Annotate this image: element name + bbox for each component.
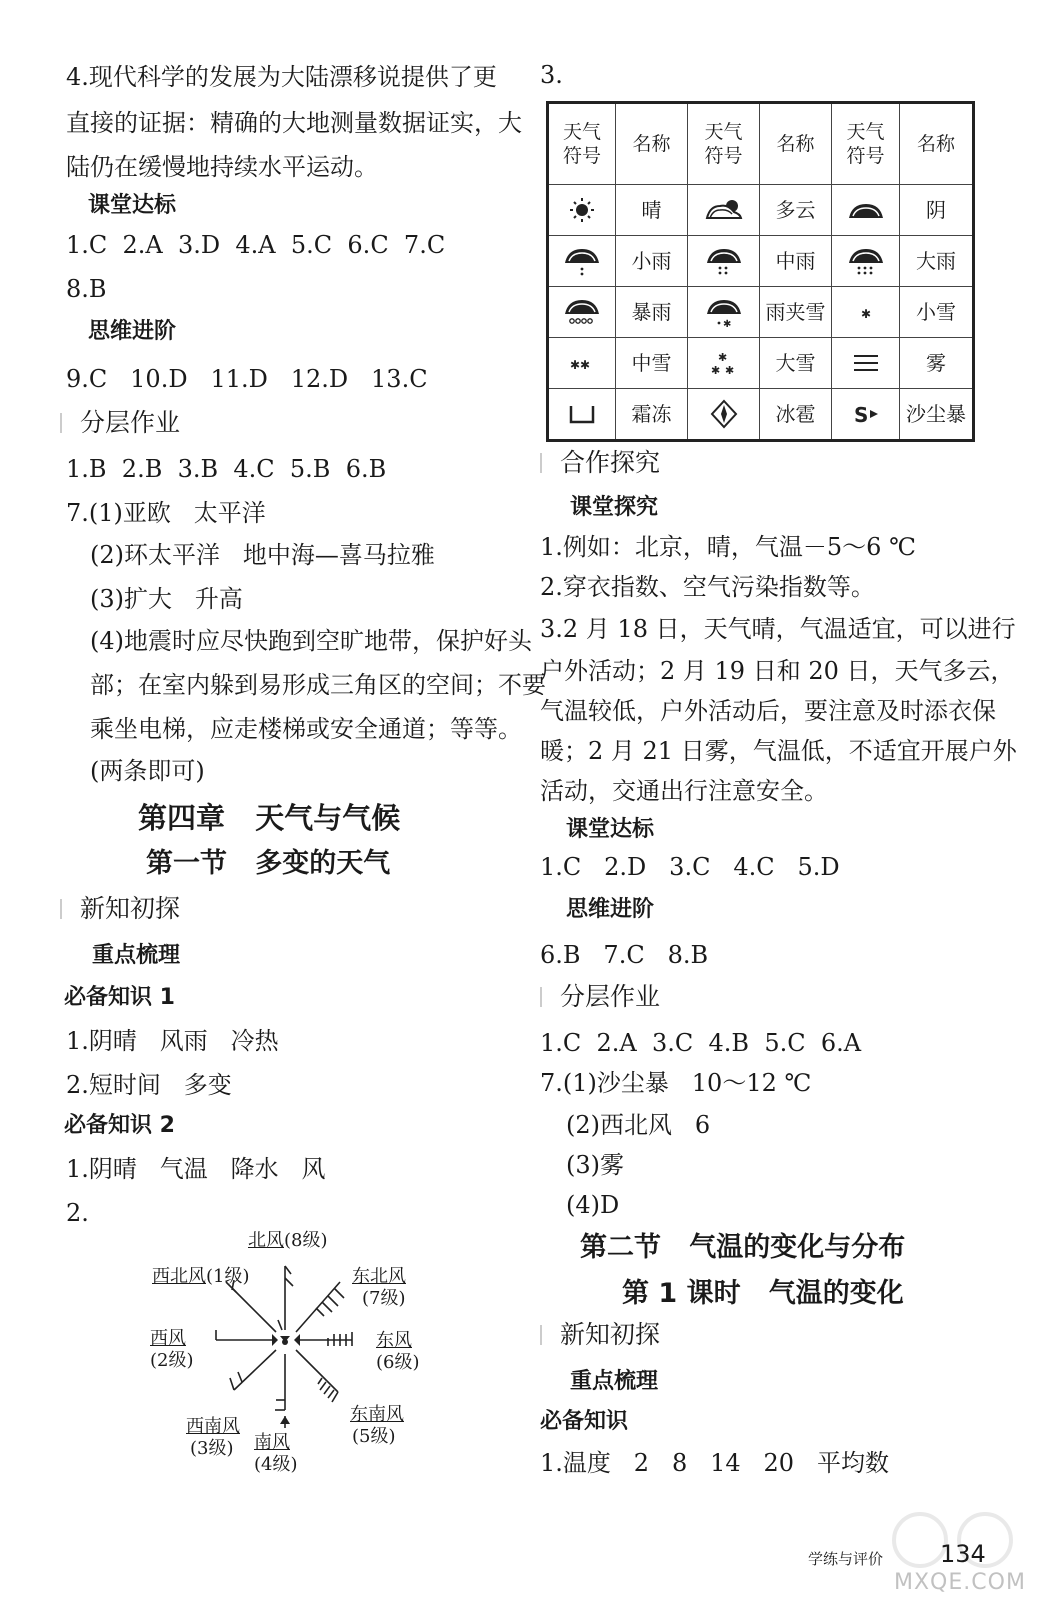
symbol-cell [548, 287, 616, 338]
table-row [548, 287, 974, 338]
weather-symbol-table [546, 101, 975, 442]
symbol-cell [548, 338, 616, 389]
hezuo-tanjiu-heading [540, 448, 660, 478]
chapter-title: 第四章 天气与气候 [138, 801, 401, 835]
zhongdian-shuli-heading-right: 重点梳理 [570, 1369, 659, 1394]
weather-name-cell: 多云 [760, 185, 832, 236]
wind-label-south [254, 1432, 298, 1476]
heavy-rain-icon [846, 243, 886, 279]
light-rain-icon [562, 243, 602, 279]
bibei-1-answer-2: 2.短时间 多变 [66, 1071, 232, 1099]
svg-text:S: S [853, 403, 868, 427]
fenceng-zuoye-heading-right [540, 982, 660, 1012]
q7-part-3: (3)扩大 升高 [90, 585, 243, 613]
header-name: 名称 [900, 103, 974, 185]
wind-label-northeast [352, 1266, 406, 1310]
wind-northeast-level: (7级) [362, 1288, 406, 1309]
q7-part-4-line-2: 部；在室内躲到易形成三角区的空间；不要 [90, 671, 546, 699]
book-name-footer: 学练与评价 [808, 1550, 884, 1568]
bibei-zhishi-heading-right: 必备知识 [540, 1409, 629, 1434]
q7-part-2: (2)环太平洋 地中海—喜马拉雅 [90, 541, 435, 569]
svg-text:✱: ✱ [710, 364, 720, 377]
xinzhi-chutan-right-label: 新知初探 [560, 1320, 661, 1349]
kt-answer-3-line-1: 3.2 月 18 日，天气晴，气温适宜，可以进行 [540, 615, 1016, 643]
fc-answers: 1.C 2.A 3.C 4.B 5.C 6.A [540, 1029, 862, 1057]
sleet-icon [704, 294, 744, 330]
wind-label-east [376, 1330, 420, 1374]
weather-name-cell: 霜冻 [616, 389, 688, 441]
heavy-snow-icon [704, 345, 744, 381]
q4-line-1: 4.现代科学的发展为大陆漂移说提供了更 [66, 63, 497, 91]
q3-label: 3. [540, 61, 563, 89]
ketang-answers-1: 1.C 2.A 3.D 4.A 5.C 6.C 7.C [66, 231, 446, 259]
svg-text:✱: ✱ [722, 319, 731, 330]
weather-name-cell: 大雨 [900, 236, 974, 287]
q7-part-1: 7.(1)亚欧 太平洋 [66, 499, 266, 527]
overcast-icon [846, 192, 886, 228]
ketang-tanjiu-heading: 课堂探究 [570, 495, 659, 520]
fenceng-zuoye-heading [60, 408, 180, 438]
wind-label-southwest [186, 1416, 240, 1460]
wind-southwest-name: 西南风 [186, 1416, 240, 1437]
header-symbol-line-2: 符号 [846, 145, 885, 167]
svg-text:✱: ✱ [717, 351, 727, 364]
weather-name-cell: 小雨 [616, 236, 688, 287]
wind-label-west [150, 1328, 194, 1372]
fenceng-zuoye-label: 分层作业 [80, 408, 181, 437]
wind-label-northwest [152, 1266, 250, 1288]
fc7-part-4: (4)D [566, 1191, 620, 1219]
wind-southwest-level: (3级) [190, 1438, 234, 1459]
bibei-zhishi-1-heading: 必备知识 1 [64, 985, 175, 1010]
sandstorm-icon [846, 396, 886, 432]
weather-name-cell: 中雪 [616, 338, 688, 389]
symbol-cell [548, 185, 616, 236]
q7-part-4-line-1: (4)地震时应尽快跑到空旷地带，保护好头 [90, 627, 532, 655]
weather-name-cell: 雾 [900, 338, 974, 389]
wind-east-level: (6级) [376, 1352, 420, 1373]
table-row [548, 185, 974, 236]
kt-answer-3-line-5: 活动，交通出行注意安全。 [540, 777, 828, 805]
fc7-part-1: 7.(1)沙尘暴 10～12 ℃ [540, 1069, 812, 1097]
section-title: 第一节 多变的天气 [146, 848, 391, 879]
siwei-jinjie-heading-right: 思维进阶 [566, 897, 655, 922]
section-2-title: 第二节 气温的变化与分布 [580, 1232, 906, 1263]
weather-name-cell: 阴 [900, 185, 974, 236]
table-header-row [548, 103, 974, 185]
q4-line-2: 直接的证据：精确的大地测量数据证实，大 [66, 109, 522, 137]
header-symbol [832, 103, 900, 185]
symbol-cell [832, 389, 900, 441]
svg-text:✱: ✱ [860, 307, 871, 321]
table-row [548, 338, 974, 389]
header-name: 名称 [760, 103, 832, 185]
xinzhi-chutan-heading [60, 894, 180, 924]
moderate-rain-icon [704, 243, 744, 279]
lesson-1-title: 第 1 课时 气温的变化 [622, 1278, 904, 1309]
wind-south-name: 南风 [254, 1432, 290, 1453]
weather-name-cell: 大雪 [760, 338, 832, 389]
symbol-cell [688, 185, 760, 236]
header-symbol [548, 103, 616, 185]
header-symbol-line-1: 天气 [562, 121, 601, 143]
wind-direction-diagram [130, 1230, 460, 1480]
fenceng-zuoye-right-label: 分层作业 [560, 982, 661, 1011]
symbol-cell [688, 338, 760, 389]
symbol-cell [832, 287, 900, 338]
header-symbol-line-2: 符号 [562, 145, 601, 167]
weather-name-cell: 中雨 [760, 236, 832, 287]
moderate-snow-icon [562, 345, 602, 381]
ketang-dabiao-heading-right: 课堂达标 [566, 817, 655, 842]
sunny-icon [562, 192, 602, 228]
wind-west-name: 西风 [150, 1328, 186, 1349]
ketang-answers-2: 8.B [66, 275, 107, 303]
hezuo-tanjiu-label: 合作探究 [560, 448, 661, 477]
header-symbol-line-1: 天气 [846, 121, 885, 143]
wind-east-name: 东风 [376, 1330, 412, 1351]
weather-name-cell: 雨夹雪 [760, 287, 832, 338]
zhongdian-shuli-heading: 重点梳理 [92, 943, 181, 968]
xinzhi-chutan-label: 新知初探 [80, 894, 181, 923]
symbol-cell [832, 338, 900, 389]
weather-name-cell: 小雪 [900, 287, 974, 338]
xinzhi-chutan-heading-right [540, 1320, 660, 1350]
kt-answer-2: 2.穿衣指数、空气污染指数等。 [540, 573, 875, 601]
wind-west-level: (2级) [150, 1350, 194, 1371]
header-name: 名称 [616, 103, 688, 185]
frost-icon [562, 396, 602, 432]
q7-part-4-line-3: 乘坐电梯，应走楼梯或安全通道；等等。 [90, 715, 522, 743]
fc7-part-2: (2)西北风 6 [566, 1111, 711, 1139]
kt-answer-3-line-4: 暖；2 月 21 日雾，气温低，不适宜开展户外 [540, 737, 1017, 765]
q7-part-4-line-4: (两条即可) [90, 757, 205, 785]
kt-answer-3-line-2: 户外活动；2 月 19 日和 20 日，天气多云， [540, 657, 1015, 685]
bibei-2-answer-1: 1.阴晴 气温 降水 风 [66, 1155, 326, 1183]
symbol-cell [548, 236, 616, 287]
wind-northwest-name: 西北风 [152, 1266, 206, 1287]
symbol-cell [688, 287, 760, 338]
symbol-cell [832, 185, 900, 236]
table-row [548, 389, 974, 441]
symbol-cell [688, 389, 760, 441]
wind-southeast-name: 东南风 [350, 1404, 404, 1425]
wind-label-southeast [350, 1404, 404, 1448]
light-snow-icon [846, 294, 886, 330]
page-number: 134 [940, 1540, 986, 1568]
bibei-zhishi-2-heading: 必备知识 2 [64, 1113, 175, 1138]
rainstorm-icon [562, 294, 602, 330]
ketang-dabiao-heading: 课堂达标 [88, 193, 177, 218]
wind-north-level: (8级) [284, 1230, 328, 1251]
fc7-part-3: (3)雾 [566, 1151, 624, 1179]
kd-answers: 1.C 2.D 3.C 4.C 5.D [540, 853, 840, 881]
symbol-cell [688, 236, 760, 287]
header-symbol-line-2: 符号 [704, 145, 743, 167]
svg-text:✱: ✱ [724, 364, 734, 377]
bibei-2-answer-2: 2. [66, 1199, 89, 1227]
header-symbol [688, 103, 760, 185]
kt-answer-1: 1.例如：北京，晴，气温－5～6 ℃ [540, 533, 916, 561]
siwei-answers: 9.C 10.D 11.D 12.D 13.C [66, 365, 428, 393]
weather-name-cell: 冰雹 [760, 389, 832, 441]
kt-answer-3-line-3: 气温较低，户外活动后，要注意及时添衣保 [540, 697, 996, 725]
weather-name-cell: 暴雨 [616, 287, 688, 338]
siwei-jinjie-heading: 思维进阶 [88, 319, 177, 344]
fog-icon [846, 345, 886, 381]
wind-northeast-name: 东北风 [352, 1266, 406, 1287]
bibei-1-answer-1: 1.阴晴 风雨 冷热 [66, 1027, 279, 1055]
svg-text:✱✱: ✱✱ [570, 358, 591, 372]
weather-name-cell: 沙尘暴 [900, 389, 974, 441]
weather-name-cell: 晴 [616, 185, 688, 236]
hail-icon [704, 396, 744, 432]
table-row [548, 236, 974, 287]
cloudy-icon [704, 192, 744, 228]
wind-label-north [248, 1230, 328, 1252]
wind-south-level: (4级) [254, 1454, 298, 1475]
symbol-cell [832, 236, 900, 287]
q4-line-3: 陆仍在缓慢地持续水平运动。 [66, 153, 378, 181]
bibei-answer-1: 1.温度 2 8 14 20 平均数 [540, 1449, 889, 1477]
fenceng-answers: 1.B 2.B 3.B 4.C 5.B 6.B [66, 455, 387, 483]
watermark-text: MXQE.COM [894, 1570, 1026, 1595]
sw-answers: 6.B 7.C 8.B [540, 941, 709, 969]
wind-northwest-level: (1级) [206, 1266, 250, 1287]
wind-north-name: 北风 [248, 1230, 284, 1251]
symbol-cell [548, 389, 616, 441]
wind-southeast-level: (5级) [352, 1426, 396, 1447]
header-symbol-line-1: 天气 [704, 121, 743, 143]
